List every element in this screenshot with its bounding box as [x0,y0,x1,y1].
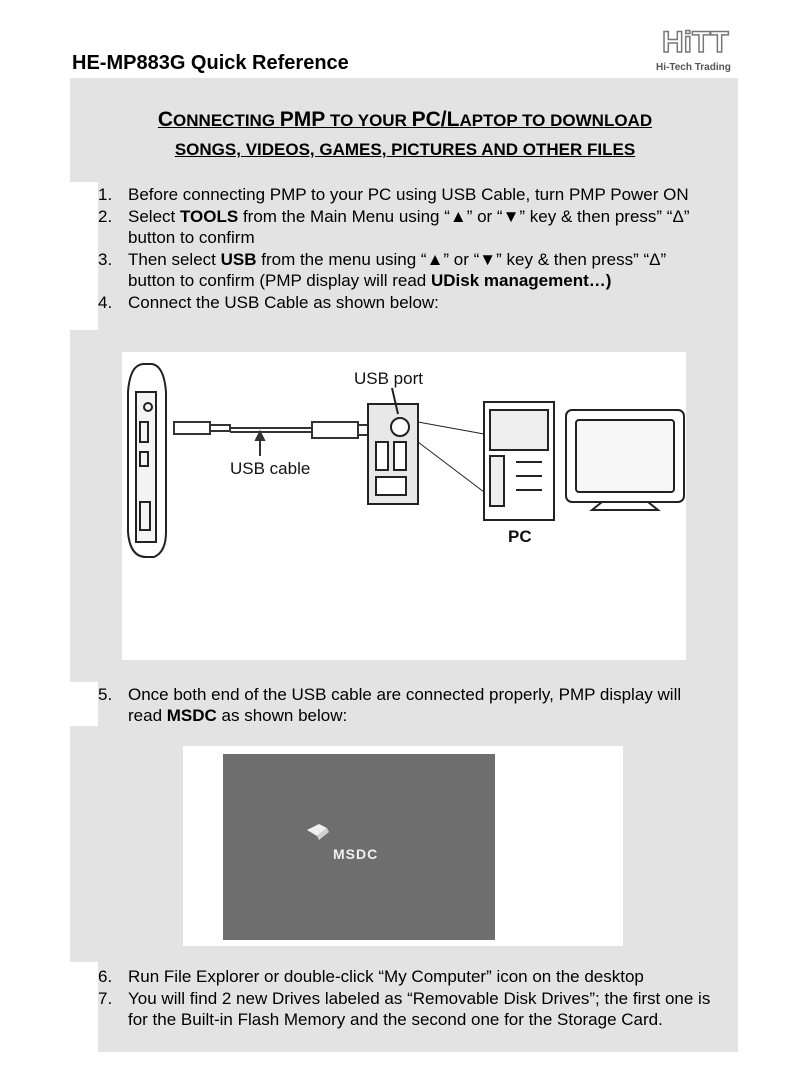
usb-cable [174,422,388,456]
pmp-device [128,364,166,557]
pc-back-panel [368,404,484,504]
usb-cable-label: USB cable [230,459,311,478]
step-item: 2. Select TOOLS from the Main Menu using “▲” or “▼” key & then press” “Δ” button to confirm [98,207,690,247]
section-title-line1: CONNECTING PMP TO YOUR PC/LAPTOP TO DOWNLOAD [157,108,653,131]
usb-port-label: USB port [354,369,423,388]
hitt-logo [648,18,738,74]
step-item: 3. Then select USB from the menu using “▲” or “▼” key & then press” “Δ” button to confirm (PMP display will read UDisk management…) [98,250,667,290]
usb-disk-icon [305,822,335,842]
pmp-screen [223,754,495,940]
step-item: 6. Run File Explorer or double-click “My Computer” icon on the desktop [98,967,644,986]
pc-label: PC [508,527,532,546]
step-item: 7. You will find 2 new Drives labeled as “Removable Disk Drives”; the first one is for the Built-in Flash Memory and the second one for the Storage Card. [98,989,711,1029]
msdc-screen-frame [183,746,623,946]
msdc-label: MSDC [333,846,379,862]
connection-diagram [122,352,686,660]
section-title-line2: SONGS, VIDEOS, GAMES, PICTURES AND OTHER FILES [174,140,636,159]
steps-list-2 [98,684,718,726]
step-item: 5. Once both end of the USB cable are connected properly, PMP display will read MSDC as shown below: [98,685,682,725]
steps-list-1 [98,184,718,313]
steps-list-3 [98,966,718,1030]
step-item: 1. Before connecting PMP to your PC using USB Cable, turn PMP Power ON [98,185,689,204]
monitor [566,410,684,510]
logo-subtext: Hi-Tech Trading [656,62,731,73]
pc-tower [484,402,554,520]
connection-diagram-svg [122,352,686,660]
step-item: 4. Connect the USB Cable as shown below: [98,293,439,312]
logo-text: HiTT [662,26,729,59]
document-title: HE-MP883G Quick Reference [72,52,349,74]
